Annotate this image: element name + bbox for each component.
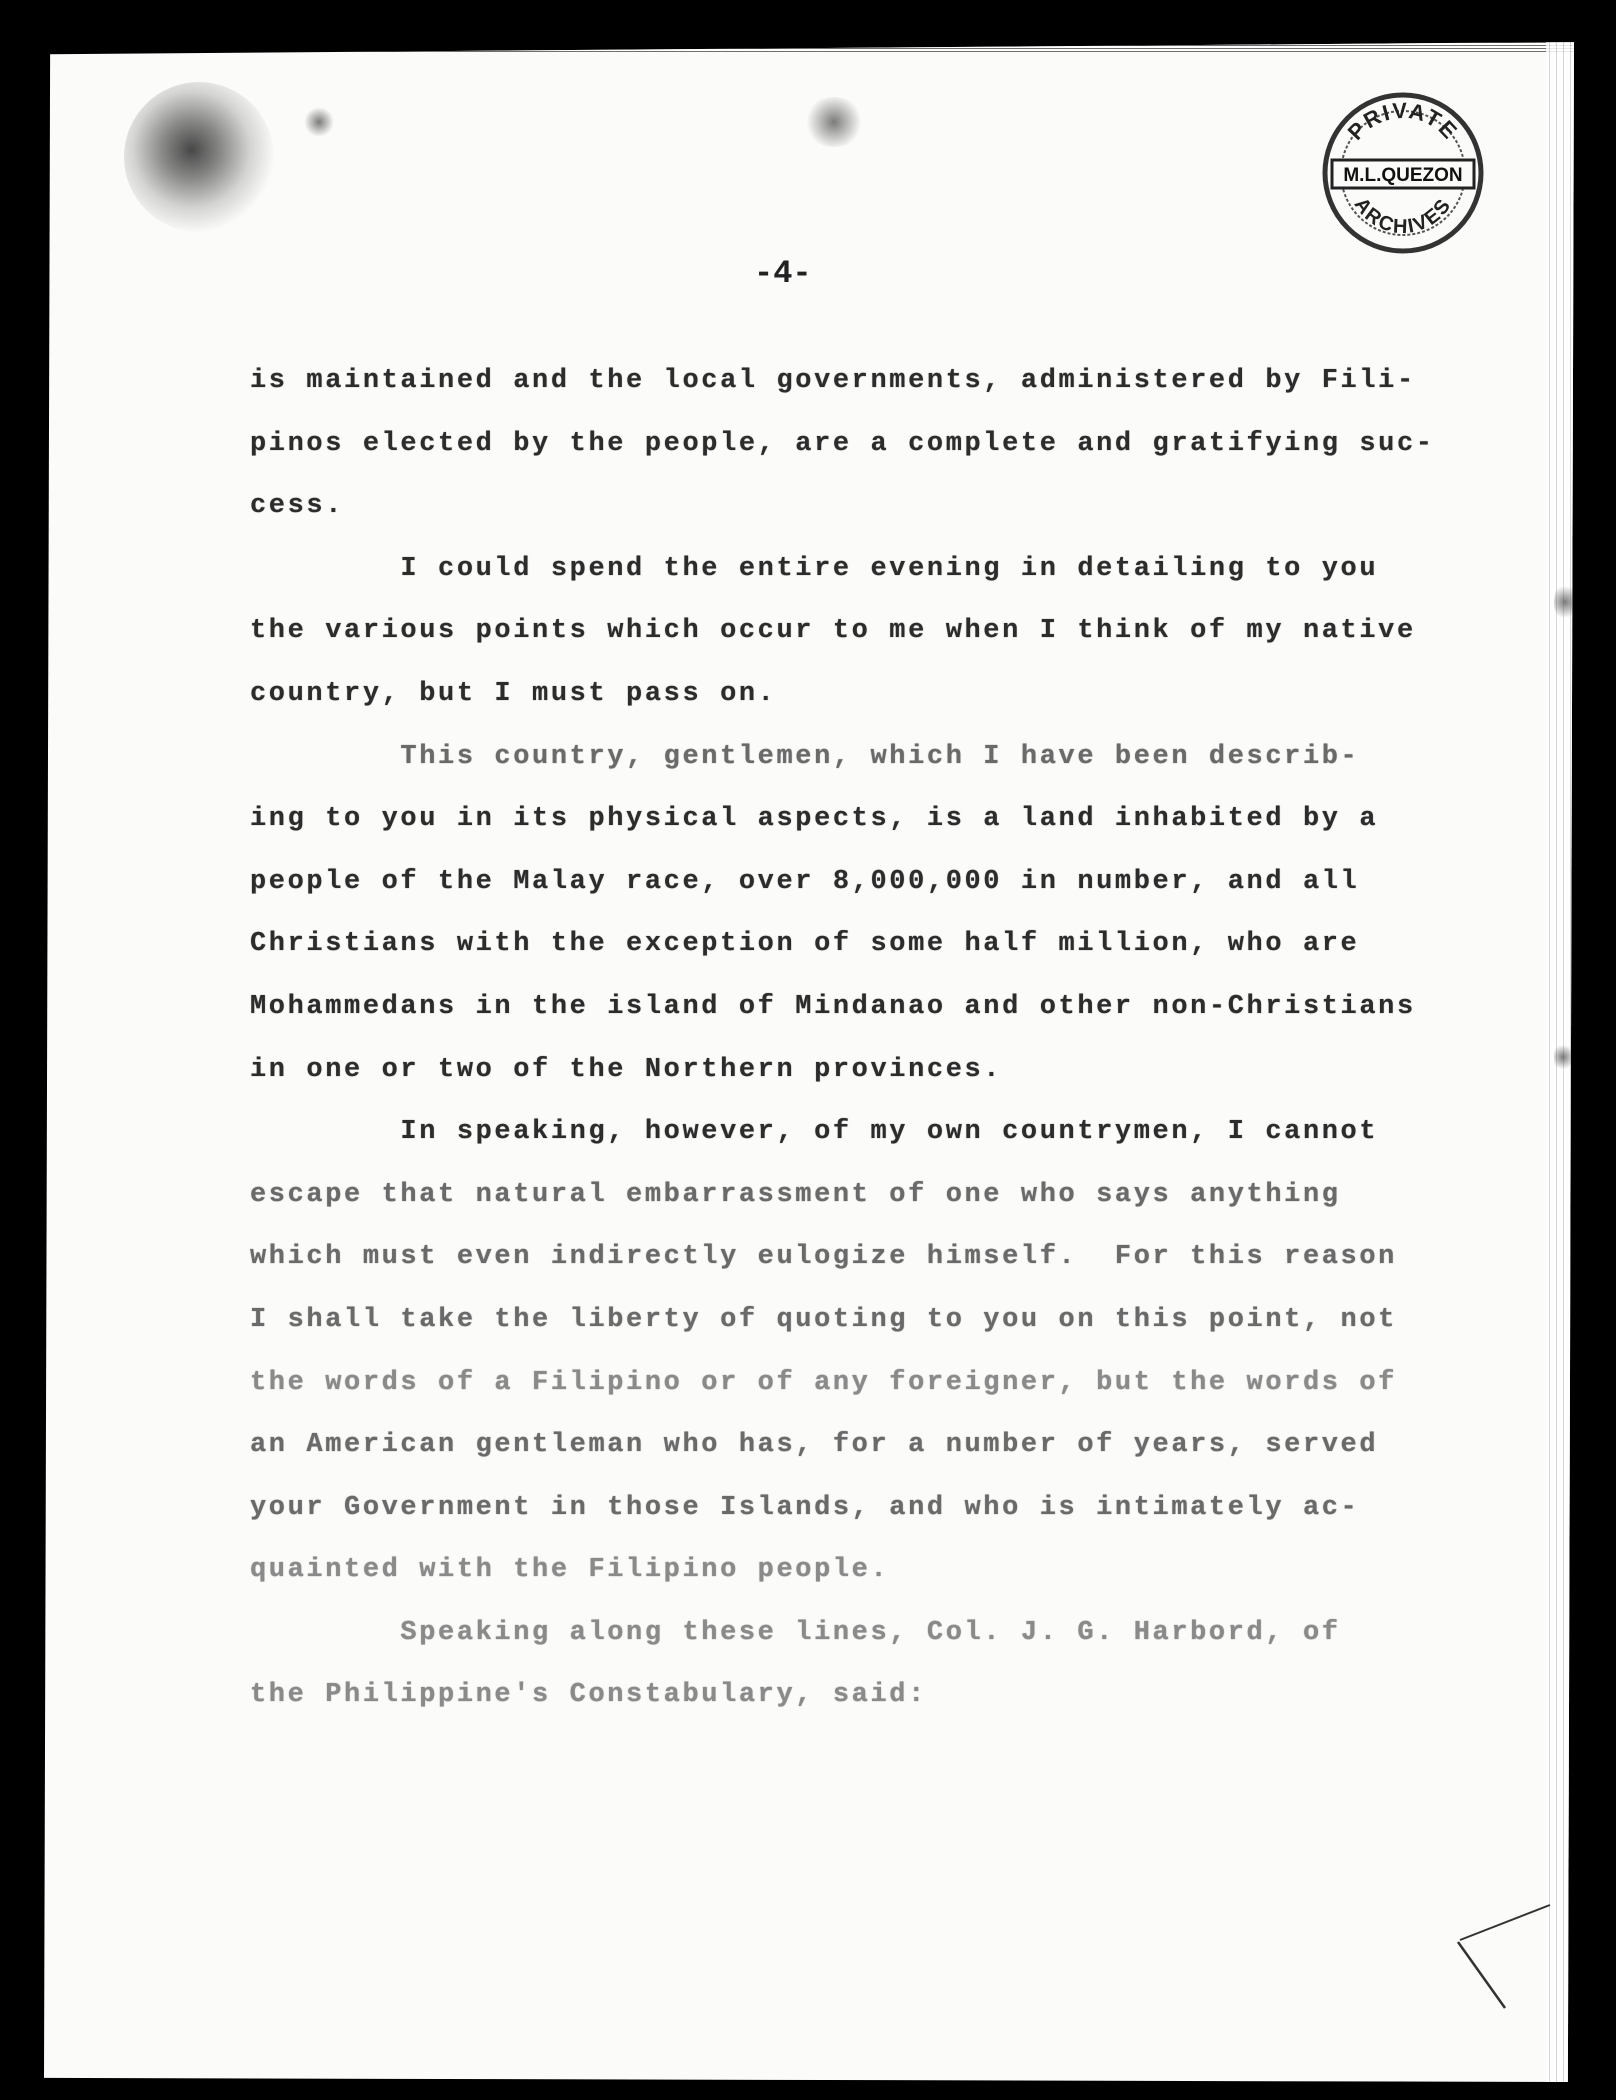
pencil-mark [1450, 1900, 1560, 2020]
page-number: -4- [754, 255, 812, 292]
body-text [250, 350, 1450, 1727]
svg-text:ARCHIVES [1350, 194, 1456, 238]
text-line: your Government in those Islands, and who is intimately ac- [250, 1492, 1360, 1523]
text-line: Speaking along these lines, Col. J. G. Harbord, of [250, 1617, 1341, 1648]
top-edge-rule [44, 42, 1574, 52]
text-line: In speaking, however, of my own countrymen, I cannot [250, 1117, 1379, 1148]
text-line: people of the Malay race, over 8,000,000 in number, and all [250, 866, 1360, 897]
text-line: I shall take the liberty of quoting to you on this point, not [250, 1304, 1397, 1335]
text-line: Christians with the exception of some half million, who are [250, 929, 1360, 960]
stamp-bottom-text: ARCHIVES [1349, 193, 1457, 239]
text-line: in one or two of the Northern provinces. [250, 1054, 1003, 1085]
text-line: escape that natural embarrassment of one who says anything [250, 1179, 1341, 1210]
stamp-middle-text: M.L.QUEZON [1343, 165, 1463, 186]
text-line: country, but I must pass on. [250, 678, 777, 709]
ink-blot [124, 82, 274, 232]
text-line: quainted with the Filipino people. [250, 1555, 890, 1586]
text-line: which must even indirectly eulogize himself. For this reason [250, 1242, 1397, 1273]
text-line: the Philippine's Constabulary, said: [250, 1680, 927, 1711]
ink-speck [1554, 1042, 1572, 1072]
stamp-top-text: PRIVATE [1342, 97, 1464, 145]
ink-speck [1554, 582, 1576, 622]
text-line: pinos elected by the people, are a complete and gratifying suc- [250, 428, 1435, 459]
text-line: the words of a Filipino or of any foreigner, but the words of [250, 1367, 1397, 1398]
archive-stamp [1318, 88, 1488, 258]
ink-speck [804, 97, 864, 147]
text-line: is maintained and the local governments, administered by Fili- [250, 366, 1416, 396]
ink-speck [304, 107, 334, 137]
text-line: I could spend the entire evening in detailing to you [250, 553, 1379, 584]
text-line: Mohammedans in the island of Mindanao and other non-Christians [250, 991, 1416, 1022]
text-line: cess. [250, 491, 345, 522]
text-line: This country, gentlemen, which I have been describ- [250, 741, 1360, 772]
text-line: the various points which occur to me when I think of my native [250, 616, 1416, 647]
text-line: an American gentleman who has, for a number of years, served [250, 1430, 1379, 1461]
text-line: ing to you in its physical aspects, is a land inhabited by a [250, 804, 1379, 835]
